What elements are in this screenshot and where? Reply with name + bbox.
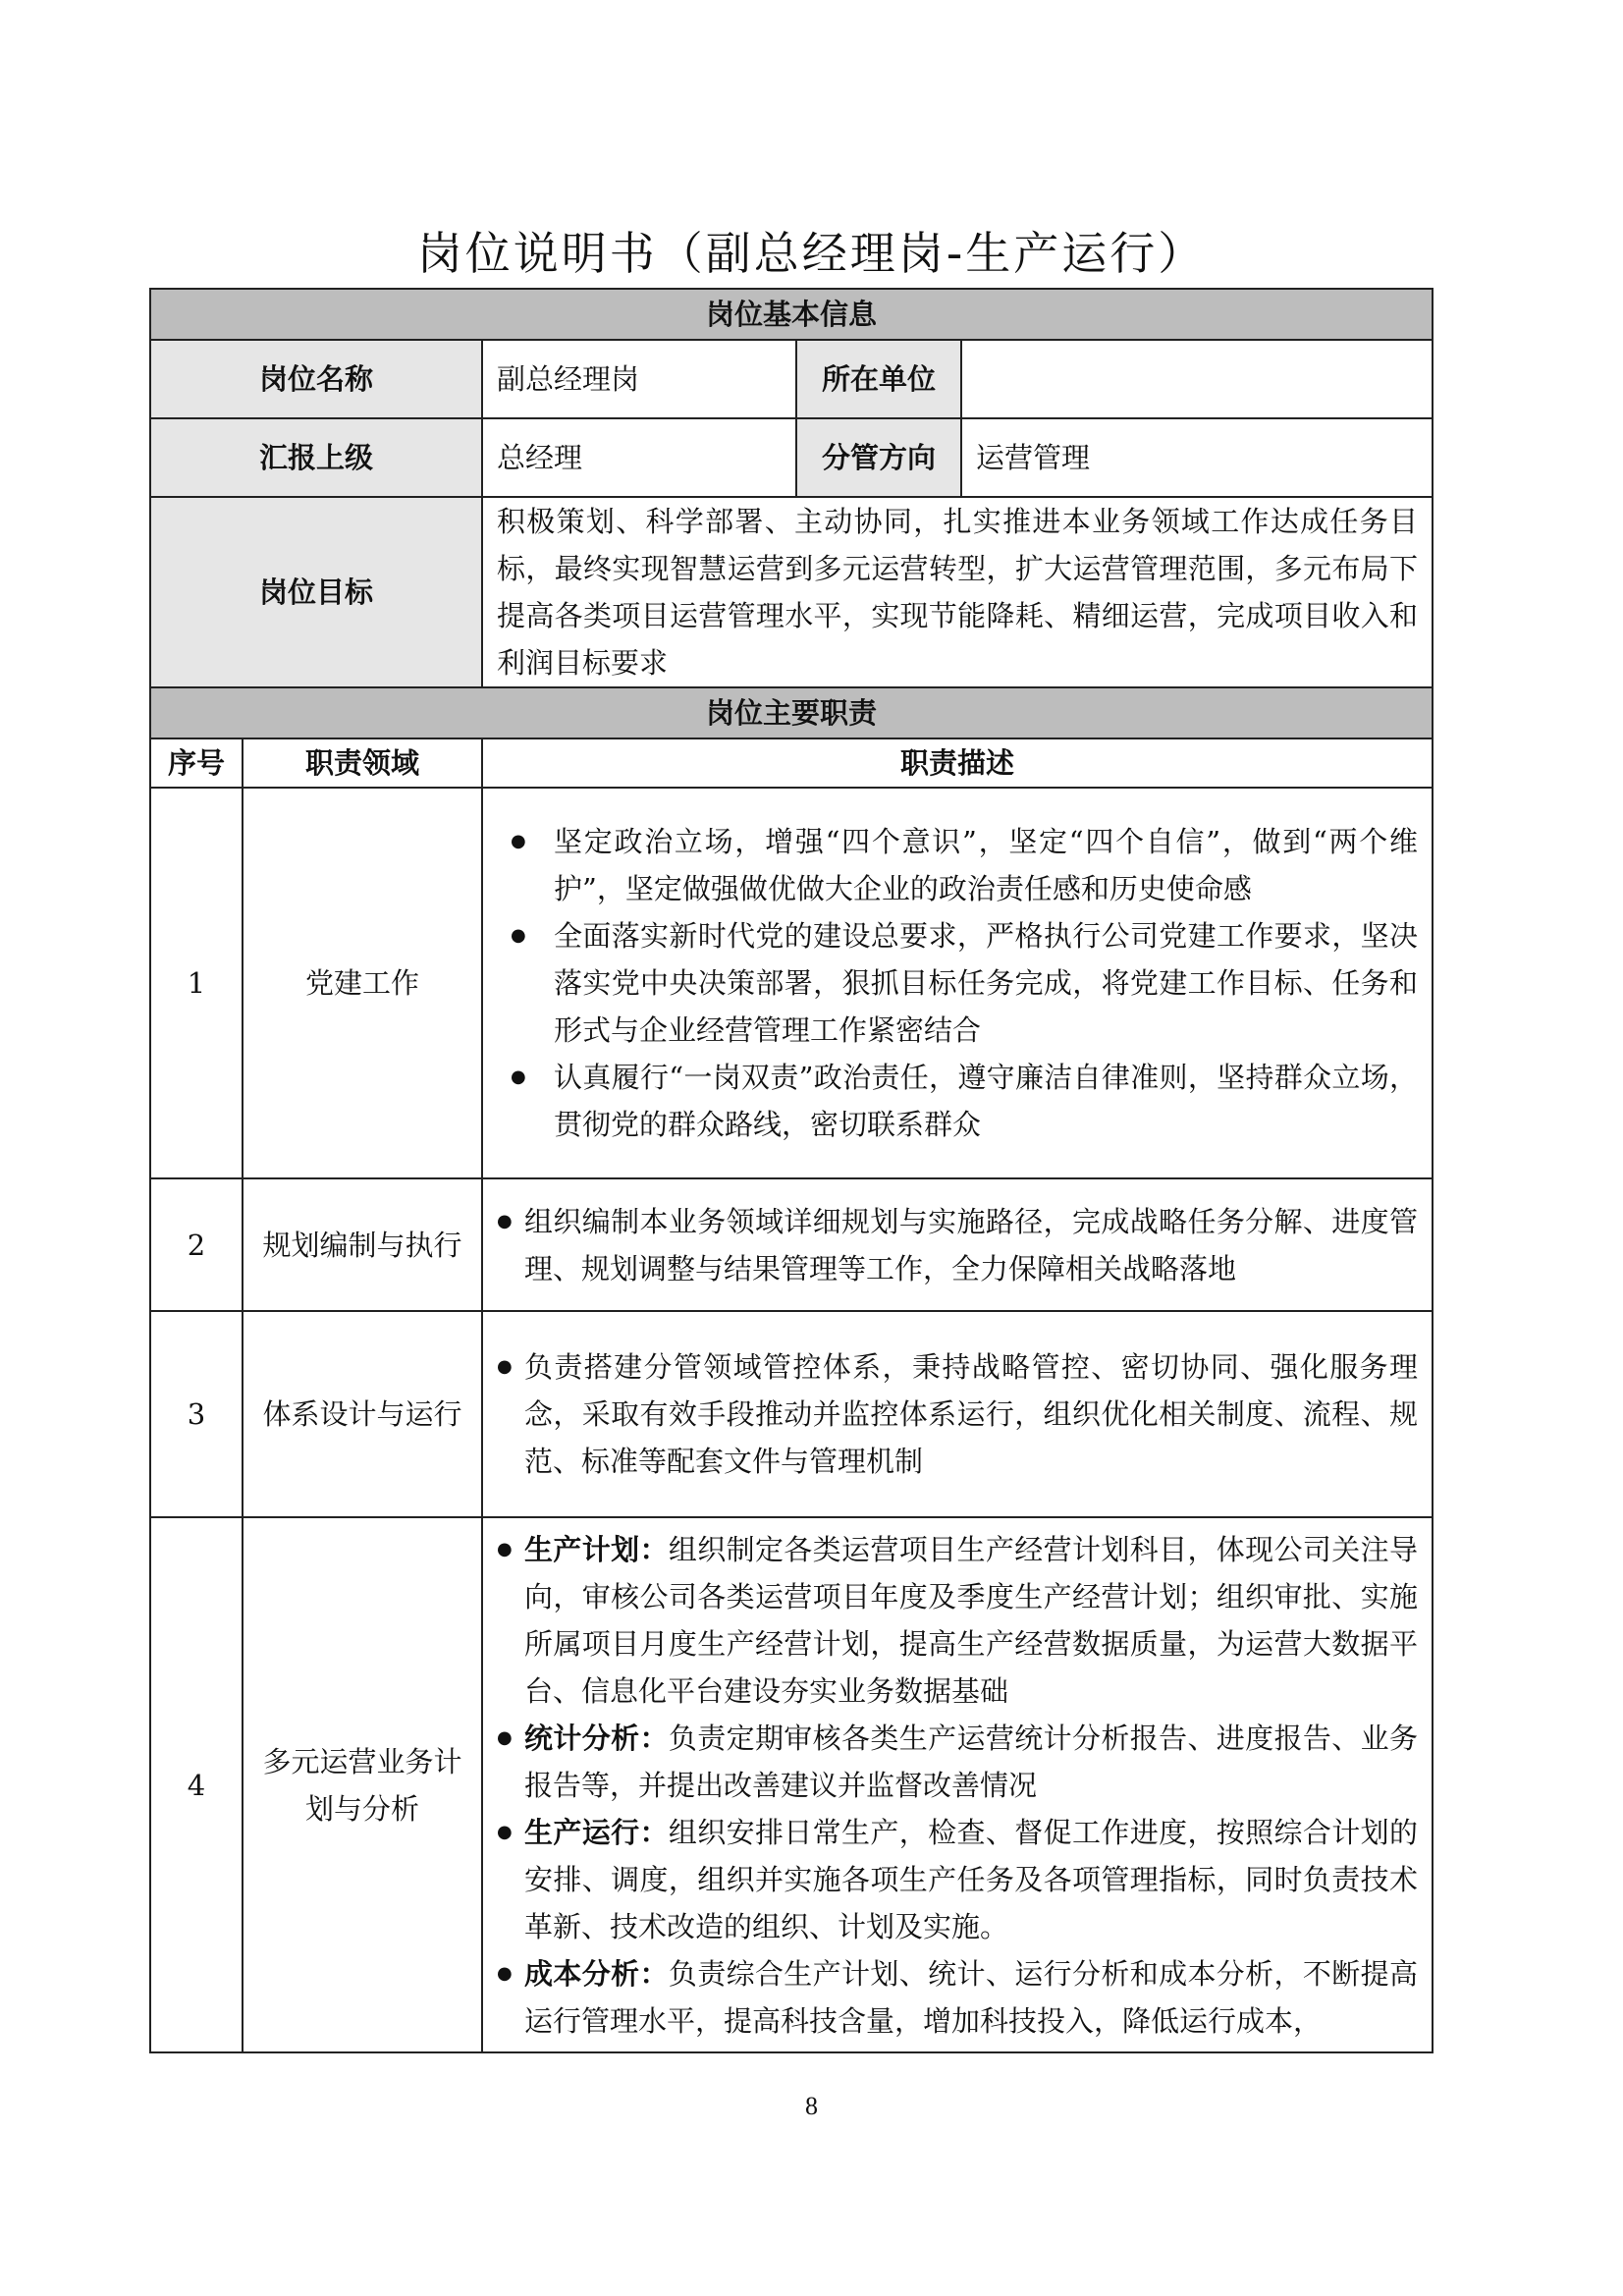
page-title: 岗位说明书（副总经理岗-生产运行） [416, 227, 1207, 280]
duties-section-row [150, 687, 1433, 738]
table-row [150, 1311, 1433, 1517]
basic-info-section-row [150, 289, 1433, 340]
table-row [150, 1178, 1433, 1311]
list-item [497, 1715, 1418, 1809]
list-item-text: 负责综合生产计划、统计、运行分析和成本分析，不断提高运行管理水平，提高科技含量，增加科技投入，降低运行成本， [524, 1956, 1419, 2038]
goal-text: 积极策划、科学部署、主动协同，扎实推进本业务领域工作达成任务目标，最终实现智慧运营到多元运营转型，扩大运营管理范围，多元布局下提高各类项目运营管理水平，实现节能降耗、精细运营，完成项目收入和利润目标要求 [482, 497, 1433, 687]
goal-label: 岗位目标 [150, 497, 482, 687]
list-item [497, 1054, 1418, 1148]
page-number: 8 [805, 2092, 818, 2120]
duty-area: 党建工作 [243, 788, 482, 1178]
duty-number: 2 [150, 1178, 243, 1311]
position-name-value: 副总经理岗 [482, 340, 796, 418]
list-item [497, 912, 1418, 1054]
list-item-text: 负责搭建分管领域管控体系，秉持战略管控、密切协同、强化服务理念，采取有效手段推动并监控体系运行，组织优化相关制度、流程、规范、标准等配套文件与管理机制 [524, 1350, 1419, 1478]
position-name-label: 岗位名称 [150, 340, 482, 418]
duty-description [482, 1517, 1433, 2052]
basic-info-row-1 [150, 340, 1433, 418]
unit-label: 所在单位 [796, 340, 961, 418]
table-row [150, 788, 1433, 1178]
list-item [497, 1950, 1418, 2045]
list-item-text: 坚定政治立场，增强“四个意识”，坚定“四个自信”，做到“两个维护”，坚定做强做优做大企业的政治责任感和历史使命感 [554, 825, 1419, 905]
list-item [497, 1198, 1418, 1292]
supervisor-label: 汇报上级 [150, 418, 482, 497]
basic-info-section-title: 岗位基本信息 [150, 289, 1433, 340]
duties-header-row [150, 738, 1433, 788]
list-item-lead: 生产运行： [524, 1815, 669, 1849]
duty-description [482, 1311, 1433, 1517]
header-description: 职责描述 [482, 738, 1433, 788]
job-description-table [149, 288, 1434, 2053]
basic-info-row-2 [150, 418, 1433, 497]
list-item-text: 认真履行“一岗双责”政治责任，遵守廉洁自律准则，坚持群众立场，贯彻党的群众路线，密切联系群众 [554, 1061, 1419, 1141]
direction-value: 运营管理 [961, 418, 1433, 497]
list-item-text: 组织制定各类运营项目生产经营计划科目，体现公司关注导向，审核公司各类运营项目年度及季度生产经营计划；组织审批、实施所属项目月度生产经营计划，提高生产经营数据质量，为运营大数据平台、信息化平台建设夯实业务数据基础 [524, 1532, 1419, 1708]
table-row [150, 1517, 1433, 2052]
list-item [497, 1343, 1418, 1485]
list-item-text: 组织安排日常生产，检查、督促工作进度，按照综合计划的安排、调度，组织并实施各项生产任务及各项管理指标，同时负责技术革新、技术改造的组织、计划及实施。 [524, 1815, 1419, 1943]
direction-label: 分管方向 [796, 418, 961, 497]
unit-value [961, 340, 1433, 418]
list-item-text: 组织编制本业务领域详细规划与实施路径，完成战略任务分解、进度管理、规划调整与结果管理等工作，全力保障相关战略落地 [524, 1204, 1419, 1285]
list-item-lead: 生产计划： [524, 1532, 669, 1566]
list-item [497, 818, 1418, 912]
list-item-lead: 成本分析： [524, 1956, 669, 1991]
duties-section-title: 岗位主要职责 [150, 687, 1433, 738]
duty-description [482, 1178, 1433, 1311]
list-item [497, 1809, 1418, 1950]
duty-area: 体系设计与运行 [243, 1311, 482, 1517]
goal-row [150, 497, 1433, 687]
duty-area: 多元运营业务计划与分析 [243, 1517, 482, 2052]
list-item-text: 全面落实新时代党的建设总要求，严格执行公司党建工作要求，坚决落实党中央决策部署，狠抓目标任务完成，将党建工作目标、任务和形式与企业经营管理工作紧密结合 [554, 919, 1419, 1047]
duty-number: 4 [150, 1517, 243, 2052]
list-item-lead: 统计分析： [524, 1721, 669, 1755]
list-item [497, 1526, 1418, 1715]
duty-area: 规划编制与执行 [243, 1178, 482, 1311]
list-item-text: 负责定期审核各类生产运营统计分析报告、进度报告、业务报告等，并提出改善建议并监督改善情况 [524, 1721, 1419, 1802]
duty-description [482, 788, 1433, 1178]
duty-number: 1 [150, 788, 243, 1178]
header-area: 职责领域 [243, 738, 482, 788]
header-seq: 序号 [150, 738, 243, 788]
duty-number: 3 [150, 1311, 243, 1517]
supervisor-value: 总经理 [482, 418, 796, 497]
